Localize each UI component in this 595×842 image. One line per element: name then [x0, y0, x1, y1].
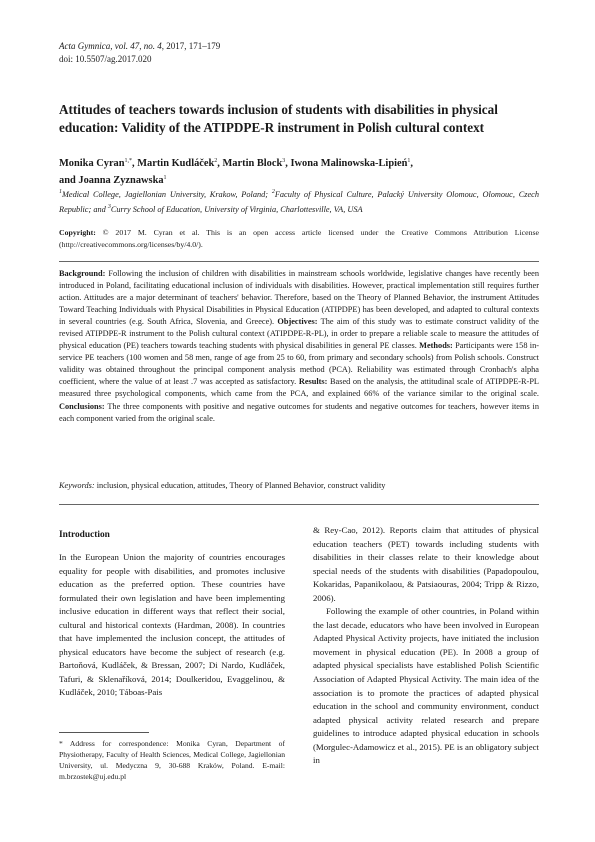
copyright-text: © 2017 M. Cyran et al. This is an open access article licensed under the Creative Commons Attribution License (http://creativecommons.org/licenses/by/4.0/).: [59, 228, 539, 249]
section-heading: Introduction: [59, 530, 110, 540]
author-name: Iwona Malinowska-Lipień: [290, 158, 408, 169]
journal-citation: [59, 40, 220, 53]
journal-header: [59, 40, 220, 65]
paragraph: In the European Union the majority of countries encourages equality for people with disabilities, and promotes inclusive education as the preferred option. These countries have formulated their own legislation and have been implementing inclusive education in different ways that reflect their social, cultural and historical contexts (Hardman, 2008). In countries that have implemented the inclusion concept, the attitudes of physical educators have become the subject of research (e.g. Bartoňová, Kudláček, & Bressan, 2007; Di Nardo, Kudláček, Tafuri, & Sklenaříková, 2014; Doulkeridou, Evaggelinou, & Kudláček, 2010; Táboas-Pais: [59, 552, 285, 698]
author-sup: 3: [282, 158, 286, 164]
abstract-conclusions-label: Conclusions:: [59, 401, 105, 411]
abstract-top-divider: [59, 261, 539, 262]
abstract-bottom-divider: [59, 504, 539, 505]
affiliation: Faculty of Physical Culture, Palacký University Olomouc, Olomouc, Czech Republic; and: [59, 190, 539, 215]
affiliations: [59, 186, 539, 217]
affiliation-sup: 1: [59, 189, 62, 195]
author-sup: 1,*: [124, 158, 133, 164]
author-name: Martin Kudláček: [137, 158, 215, 169]
author-sup: 1: [163, 175, 167, 181]
journal-name: Acta Gymnica, vol. 47, no. 4,: [59, 41, 164, 51]
affiliation-sup: 2: [271, 189, 275, 195]
body-column-left: [59, 551, 285, 700]
copyright-label: Copyright:: [59, 228, 96, 237]
paragraph: & Rey-Cao, 2012). Reports claim that attitudes of physical education teachers (PET) towards including students with disabilities in their classes relate to their knowledge about special needs of the students with disabilities (Papadopoulou, Kokaridas, Papanikolaou, & Patsiaouras, 2004; Tripp & Rizzo, 2006).: [313, 525, 539, 603]
abstract-results: Based on the analysis, the attitudinal scale of ATIPDPE-R-PL measured three psychological components, which came from the PCA, and explained 66% of the variance similar to the original scale.: [59, 377, 540, 399]
footnote-divider: [59, 732, 149, 733]
author-sup: 2: [214, 158, 218, 164]
keywords: [59, 480, 539, 492]
abstract: [59, 268, 539, 425]
abstract-objectives-label: Objectives:: [277, 317, 318, 327]
abstract-conclusions: The three components with positive and negative outcomes for students and negative outcomes for teachers, however items in each component varied from the original scale.: [59, 401, 539, 423]
abstract-methods: Participants were 158 in-service PE teachers (100 women and 58 men, range of age from 25 to 60, from primary and secondary schools) from Polish schools. Construct validity was obtained throughout the principal component analysis method (PCA). Reliability was estimated through Cronbach's alpha coefficient, where the value of at least .7 was accepted as satisfactory.: [59, 341, 539, 387]
abstract-background-label: Background:: [59, 269, 106, 278]
author-name: Monika Cyran: [59, 158, 125, 169]
body-column-right: [313, 524, 539, 768]
author-sup: 1: [407, 158, 411, 164]
author-list: Monika Cyran$^{1,*}$, Martin Kudláček$^2$, Martin Block$^3$, Iwona Malinowska-Lipień$^1$, and Joanna Zyznawska$^1$: [59, 158, 413, 186]
abstract-methods-label: Methods:: [419, 341, 453, 351]
author-name: Joanna Zyznawska: [78, 175, 164, 186]
author-and: and: [59, 175, 76, 186]
keywords-text: inclusion, physical education, attitudes, Theory of Planned Behavior, construct validity: [96, 481, 386, 490]
author-name: Martin Block: [222, 158, 283, 169]
journal-pages: 2017, 171–179: [166, 41, 221, 51]
paragraph: Following the example of other countries, in Poland within the last decade, educators who have been involved in European Adapted Physical Activity projects, have initiated the inclusion movement in physical education (PE). In 2008 a group of adapted physical specialists have established Polish Scientific Association of Adapted Physical Activity. The main idea of the association is to promote the practices of adapted physical education in the school and community environment, conduct adapted physical activity related research and prepare guidelines to introduce adapted physical education in schools (Morgulec-Adamowicz et al., 2015). PE is an obligatory subject in: [313, 606, 539, 766]
affiliation-sup: 3: [107, 204, 111, 211]
affiliation: Curry School of Education, University of Virginia, Charlottesville, VA, USA: [110, 205, 363, 215]
abstract-background: Following the inclusion of children with disabilities in mainstream schools worldwide, legislative changes have recently been introduced in Poland, facilitating educational inclusion of individuals with disabilities. However, practical implementation still requires further action. Attitudes are a major determinant of teachers' behavior. Therefore, based on the Theory of Planned Behavior, the instrument Attitudes Toward Teaching Individuals with Physical Disabilities in Physical Education (ATIPDPE) has been developed, and adapted to cultural contexts in several countries (e.g. South Africa, Slovenia, and Greece).: [59, 269, 539, 327]
copyright-notice: [59, 227, 539, 250]
keywords-label: Keywords:: [59, 481, 95, 490]
doi: doi: 10.5507/ag.2017.020: [59, 53, 152, 64]
affiliation: Medical College, Jagiellonian University, Krakow, Poland;: [62, 190, 269, 199]
correspondence-footnote: * Address for correspondence: Monika Cyran, Department of Physiotherapy, Faculty of Health Sciences, Medical College, Jagiellonian University, ul. Medyczna 9, 30-688 Kraków, Poland. E-mail: m.brzostek@uj.edu.pl: [59, 739, 285, 781]
abstract-objectives: The aim of this study was to estimate construct validity of the revised ATIPDPE-R instrument to the Polish cultural context (ATIPDPE-R-PL), in order to prepare a reliable scale to measure the attitudes of physical education (PE) teachers towards teaching students with physical disabilities in general PE classes.: [59, 317, 539, 351]
article-title: Attitudes of teachers towards inclusion of students with disabilities in physical education: Validity of the ATIPDPE-R instrument in Polish cultural context: [59, 102, 498, 135]
abstract-results-label: Results:: [298, 377, 328, 387]
